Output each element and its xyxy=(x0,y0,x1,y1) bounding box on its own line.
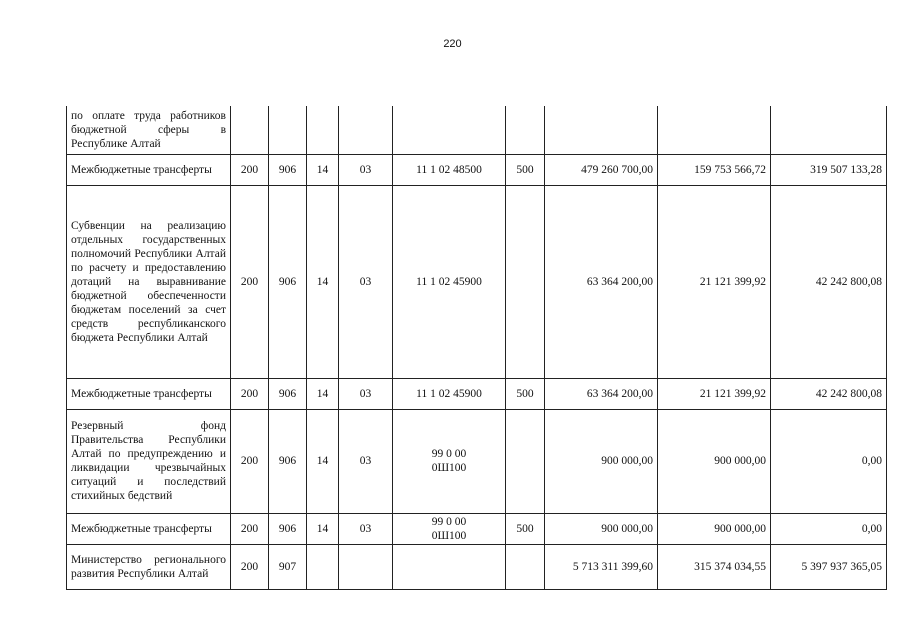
amount-2-cell: 315 374 034,55 xyxy=(658,544,771,589)
ministry-cell: 906 xyxy=(269,513,307,544)
section-cell: 14 xyxy=(307,378,339,409)
code-cell: 200 xyxy=(231,185,269,378)
article-cell xyxy=(393,154,506,185)
section-cell: 14 xyxy=(307,154,339,185)
section-cell xyxy=(307,106,339,154)
article-line-2: 0Ш100 xyxy=(431,462,467,474)
code-cell xyxy=(231,106,269,154)
amount-1-cell: 900 000,00 xyxy=(545,409,658,513)
article-cell xyxy=(393,409,506,513)
row-name: Межбюджетные трансферты xyxy=(67,513,231,544)
subsection-cell: 03 xyxy=(339,513,393,544)
amount-1-cell: 900 000,00 xyxy=(545,513,658,544)
row-name: по оплате труда работников бюджетной сферы в Республике Алтай xyxy=(67,106,231,154)
budget-table xyxy=(66,106,887,590)
table-row xyxy=(67,378,887,409)
table-row xyxy=(67,154,887,185)
expense-type-cell xyxy=(506,409,545,513)
amount-3-cell: 42 242 800,08 xyxy=(771,185,887,378)
article-cell xyxy=(393,106,506,154)
row-name: Министерство регионального развития Республики Алтай xyxy=(67,544,231,589)
subsection-cell: 03 xyxy=(339,378,393,409)
ministry-cell: 906 xyxy=(269,185,307,378)
page-number: 220 xyxy=(443,38,462,50)
section-cell: 14 xyxy=(307,185,339,378)
article-cell xyxy=(393,544,506,589)
article-line-1: 11 1 02 48500 xyxy=(416,163,482,176)
article-cell xyxy=(393,185,506,378)
expense-type-cell xyxy=(506,544,545,589)
article-line-1: 11 1 02 45900 xyxy=(416,275,482,288)
ministry-cell: 907 xyxy=(269,544,307,589)
expense-type-cell: 500 xyxy=(506,378,545,409)
amount-1-cell: 63 364 200,00 xyxy=(545,185,658,378)
amount-2-cell xyxy=(658,106,771,154)
amount-1-cell: 5 713 311 399,60 xyxy=(545,544,658,589)
amount-1-cell: 479 260 700,00 xyxy=(545,154,658,185)
amount-3-cell: 0,00 xyxy=(771,409,887,513)
table-row xyxy=(67,185,887,378)
section-cell: 14 xyxy=(307,409,339,513)
ministry-cell: 906 xyxy=(269,409,307,513)
expense-type-cell: 500 xyxy=(506,513,545,544)
ministry-cell: 906 xyxy=(269,378,307,409)
ministry-cell: 906 xyxy=(269,154,307,185)
article-cell xyxy=(393,513,506,544)
section-cell: 14 xyxy=(307,513,339,544)
subsection-cell: 03 xyxy=(339,154,393,185)
code-cell: 200 xyxy=(231,154,269,185)
row-name: Межбюджетные трансферты xyxy=(67,154,231,185)
section-cell xyxy=(307,544,339,589)
subsection-cell xyxy=(339,544,393,589)
article-line-2: 0Ш100 xyxy=(431,529,467,542)
article-line-1: 99 0 00 xyxy=(431,448,467,460)
amount-2-cell: 159 753 566,72 xyxy=(658,154,771,185)
ministry-cell xyxy=(269,106,307,154)
expense-type-cell xyxy=(506,185,545,378)
article-cell xyxy=(393,378,506,409)
amount-2-cell: 21 121 399,92 xyxy=(658,185,771,378)
code-cell: 200 xyxy=(231,378,269,409)
table-row xyxy=(67,513,887,544)
table-row xyxy=(67,544,887,589)
row-name: Субвенции на реализацию отдельных государственных полномочий Республики Алтай по расчету и предоставлению дотаций на выравнивание бюджетной обеспеченности бюджетам поселений за счет средств республиканского бюджета Республики Алтай xyxy=(67,185,231,378)
expense-type-cell: 500 xyxy=(506,154,545,185)
amount-2-cell: 900 000,00 xyxy=(658,513,771,544)
subsection-cell xyxy=(339,106,393,154)
subsection-cell: 03 xyxy=(339,185,393,378)
row-name: Резервный фонд Правительства Республики Алтай по предупреждению и ликвидации чрезвычайных ситуаций и последствий стихийных бедствий xyxy=(67,409,231,513)
amount-3-cell: 42 242 800,08 xyxy=(771,378,887,409)
article-line-1: 11 1 02 45900 xyxy=(416,387,482,400)
amount-3-cell: 319 507 133,28 xyxy=(771,154,887,185)
amount-3-cell: 0,00 xyxy=(771,513,887,544)
amount-3-cell xyxy=(771,106,887,154)
article-line-1: 99 0 00 xyxy=(431,515,467,528)
amount-2-cell: 900 000,00 xyxy=(658,409,771,513)
code-cell: 200 xyxy=(231,544,269,589)
code-cell: 200 xyxy=(231,513,269,544)
subsection-cell: 03 xyxy=(339,409,393,513)
table-row xyxy=(67,106,887,154)
amount-1-cell: 63 364 200,00 xyxy=(545,378,658,409)
amount-1-cell xyxy=(545,106,658,154)
table-row xyxy=(67,409,887,513)
expense-type-cell xyxy=(506,106,545,154)
amount-3-cell: 5 397 937 365,05 xyxy=(771,544,887,589)
row-name: Межбюджетные трансферты xyxy=(67,378,231,409)
code-cell: 200 xyxy=(231,409,269,513)
amount-2-cell: 21 121 399,92 xyxy=(658,378,771,409)
